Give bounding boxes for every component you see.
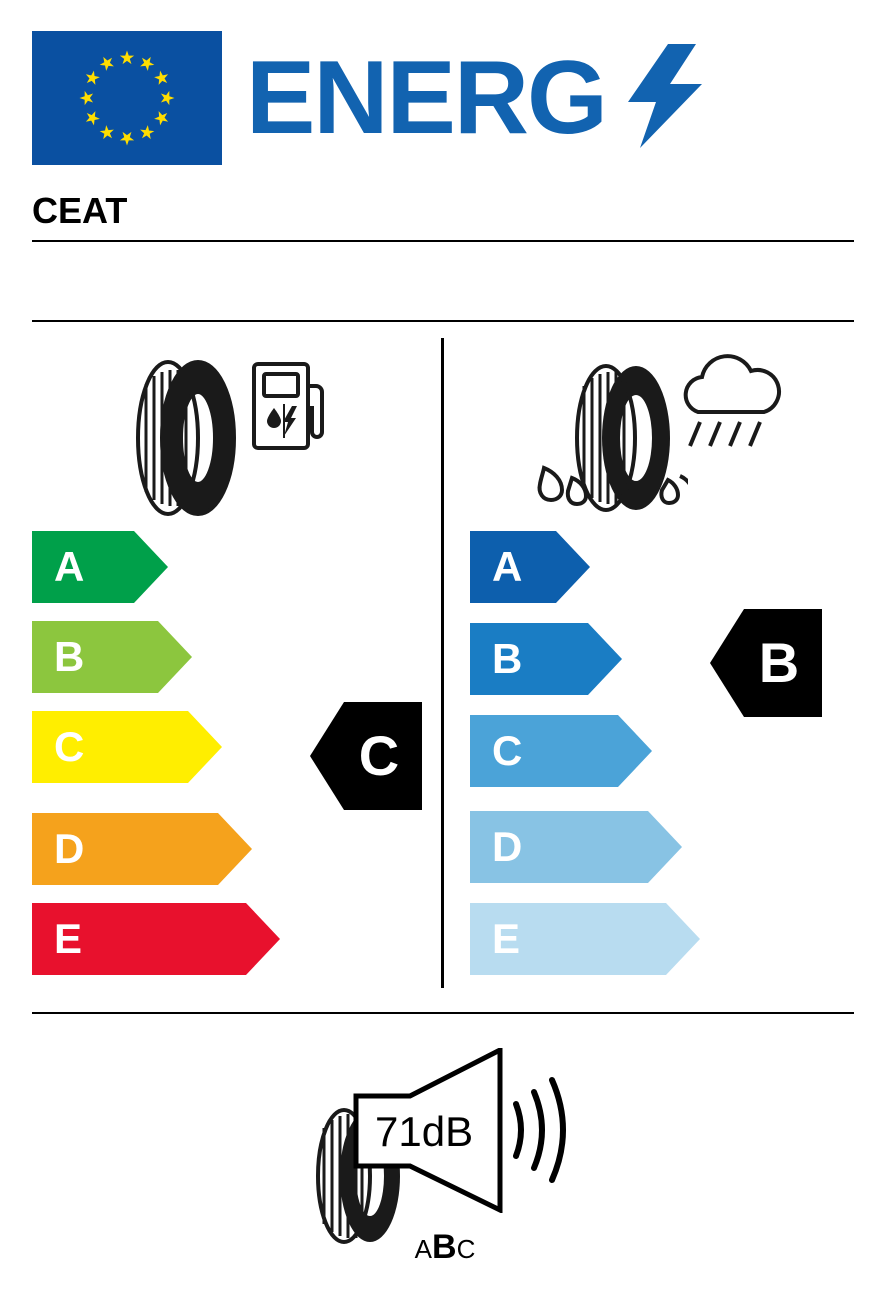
fuel-class-b: B — [32, 621, 192, 693]
wet-class-b: B — [470, 623, 622, 695]
noise-db-value: 71dB — [375, 1108, 474, 1155]
wet-class-a: A — [470, 531, 590, 603]
wet-class-d: D — [470, 811, 682, 883]
fuel-class-d: D — [32, 813, 252, 885]
divider-top — [32, 240, 854, 242]
noise-class-row — [300, 1228, 590, 1267]
fuel-class-e: E — [32, 903, 280, 975]
lightning-bolt-icon — [628, 44, 702, 148]
eu-stars — [32, 31, 222, 165]
fuel-pump-icon — [250, 356, 330, 457]
noise-class-c: C — [456, 1234, 476, 1264]
fuel-class-c: C — [32, 711, 222, 783]
wet-class-e: E — [470, 903, 700, 975]
fuel-class-a: A — [32, 531, 168, 603]
energy-wordmark: ENERG — [246, 40, 606, 156]
divider-second — [32, 320, 854, 322]
wet-result-badge: B — [710, 609, 822, 717]
brand-name: CEAT — [32, 190, 128, 231]
fuel-result-badge: C — [310, 702, 422, 810]
tyre-icon — [126, 358, 246, 523]
noise-class-a: A — [414, 1234, 432, 1264]
noise-class-b-selected: B — [432, 1228, 457, 1266]
divider-noise — [32, 1012, 854, 1014]
divider-vertical — [441, 338, 444, 988]
rain-cloud-icon — [676, 350, 786, 465]
eu-flag-icon — [32, 31, 222, 165]
wet-class-c: C — [470, 715, 652, 787]
tyre-icon — [528, 360, 688, 525]
